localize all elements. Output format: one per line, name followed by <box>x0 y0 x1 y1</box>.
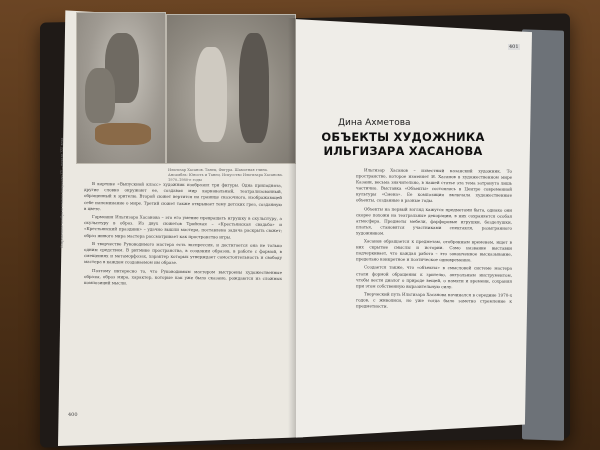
paragraph: Хасанов обращается к предметам, отобранным временем, ищет в них скрытые смыслы и истории. Само название выставки подчеркивает, что каждая работа – это законченное высказывание, предельно конкретное и поэтическое одновременно. <box>356 238 512 263</box>
paragraph: В творчестве Руководимого мастера есть экспрессия, и достигается она не только одним средством. В ритмике пространства, в создании образов, в работе с формой, в смещениях и метаморфозах, характер которых утверждает самостоятельность и свободу мастера в каждом создаваемом им образе. <box>84 240 282 266</box>
sculpture-photo-2 <box>166 14 296 164</box>
right-page-body <box>356 167 512 312</box>
paragraph: Поэтому интересно то, что Руководимым мастером выстроены художественные образы, образ мира, характер, которые как уже было сказано, рождаются из сложных композиций мысли. <box>84 267 282 286</box>
page-number-right: 401 <box>509 44 519 50</box>
article-author: Дина Ахметова <box>338 118 411 128</box>
sculpture-photo-1 <box>76 12 166 164</box>
paragraph: Объекты на первый взгляд кажутся предметами быта, однако они скорее похожи на театральные декорации, в них сохраняется особая атмосфера. Предметы мебели, фарфоровые игрушки, безделушки, платья, становятся участниками спектакля, разыгранного художником. <box>356 205 512 236</box>
sculpture-figure <box>239 33 269 143</box>
paragraph: Гармония Ильгизара Хасанова – это его умение превращать игрушку в скульптуру, а скульптуру в образ. Из двух сюжетов Тройская – «Крестьянская свадьба» и «Крестьянский праздник» – удачно вышли мастера, поставлена задача раскрыть сюжет; образ живого мира мастера рассматривает как пространство игры. <box>84 214 282 240</box>
paragraph: Создается также, что «объекты» в смысловой системе мастера стали формой обращения к зрителю, актуальным инструментом, чтобы вести диалог о природе вещей, о памяти и времени, сохраняя при этом собственную выразительную силу. <box>356 264 512 289</box>
photo-caption: Ильгизар Хасанов. Танец. Фигура. Шамотная глина. Ансамбль: Юность и Танец. Искусство Ильгизара Хасанова. 1970–1980-е годы <box>168 168 283 182</box>
sculpture-figure <box>85 68 115 123</box>
title-line-1: ОБЪЕКТЫ ХУДОЖНИКА <box>321 130 485 144</box>
paragraph: Ильгизар Хасанов – известный казанский художник. То пространство, которое изменяет И. Хасанов в художественном мире Казани, весьма значительно, в нашей статье эта тема затронута лишь частично. Выставка «Объекты» состоялась в Центре современной культуры «Смена». Ее композиция включала художественные объекты, созданные в разные годы. <box>356 167 512 204</box>
sculpture-figure <box>195 47 227 142</box>
left-page-body <box>84 181 282 290</box>
article-title <box>303 130 503 158</box>
page-number-left: 400 <box>68 412 78 418</box>
paragraph: Творческий путь Ильгизара Хасанова начинался в середине 1970-х годов, с живописи, но уже тогда было заметно стремление к предметности. <box>356 291 512 309</box>
title-line-2: ИЛЬГИЗАРА ХАСАНОВА <box>323 144 483 158</box>
paragraph: В картине «Выпускной класс» художник изобразил три фигуры. Одна приподнята, другие словно окружают ее, создавая мир карнавальный, театрализованный, обращенный к зрителю. Второй сюжет вертится на границе сказочного, изображающей себе напоминание о мире. Третий сюжет также открывает тему детских грез, созданную в цвете. <box>84 181 282 211</box>
running-side-title: Современное изобразительное искусство XX – начала XXI века <box>60 137 64 248</box>
sculpture-base <box>95 123 151 145</box>
